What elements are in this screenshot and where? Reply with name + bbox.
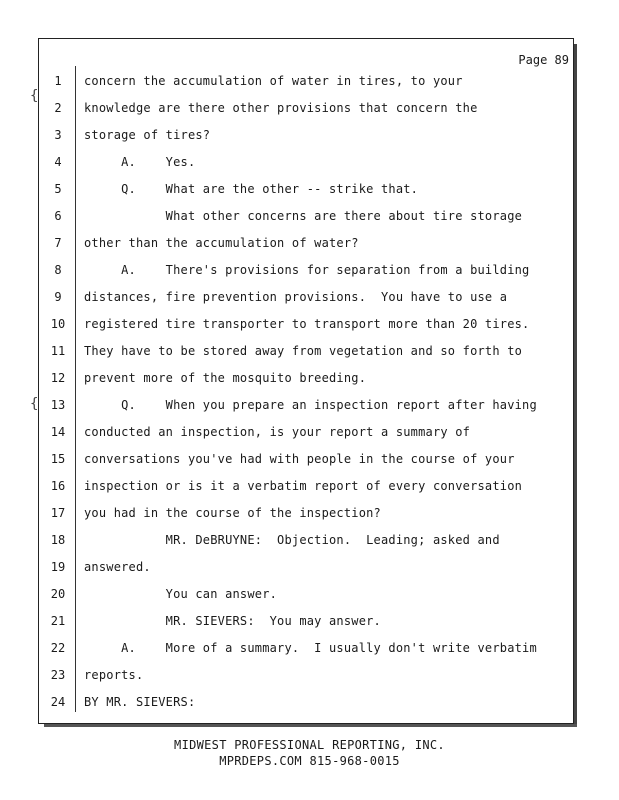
line-number: 12: [50, 371, 66, 385]
footer-contact: [0, 754, 619, 768]
line-number: 23: [50, 668, 66, 682]
footer-phone: 815-968-0015: [309, 754, 400, 768]
line-number: 10: [50, 317, 66, 331]
line-text: A. Yes.: [84, 155, 196, 169]
transcript-line: [38, 263, 568, 289]
line-number: 9: [54, 290, 62, 304]
line-text: conducted an inspection, is your report a summary of: [84, 425, 471, 439]
transcript-line: [38, 236, 568, 262]
transcript-line: [38, 182, 568, 208]
line-text: reports.: [84, 668, 144, 682]
line-text: prevent more of the mosquito breeding.: [84, 371, 367, 385]
footer-company: MIDWEST PROFESSIONAL REPORTING, INC.: [174, 738, 445, 752]
transcript-line: [38, 614, 568, 640]
line-number: 7: [54, 236, 62, 250]
line-text: knowledge are there other provisions that concern the: [84, 101, 478, 115]
transcript-line: [38, 344, 568, 370]
line-text: inspection or is it a verbatim report of every conversation: [84, 479, 523, 493]
line-number: 18: [50, 533, 66, 547]
transcript-line: [38, 452, 568, 478]
page-frame-shadow-bottom: [44, 724, 577, 727]
line-text: storage of tires?: [84, 128, 211, 142]
line-text: BY MR. SIEVERS:: [84, 695, 196, 709]
line-number: 4: [54, 155, 62, 169]
footer-website: MPRDEPS.COM: [219, 754, 302, 768]
line-text: What other concerns are there about tire storage: [84, 209, 523, 223]
line-number: 14: [50, 425, 66, 439]
line-text: They have to be stored away from vegetation and so forth to: [84, 344, 523, 358]
transcript-line: [38, 641, 568, 667]
line-text: distances, fire prevention provisions. You have to use a: [84, 290, 508, 304]
transcript-line: [38, 587, 568, 613]
line-text: Q. When you prepare an inspection report after having: [84, 398, 537, 412]
line-text: MR. SIEVERS: You may answer.: [84, 614, 381, 628]
line-number: 20: [50, 587, 66, 601]
line-number: 24: [50, 695, 66, 709]
line-text: other than the accumulation of water?: [84, 236, 359, 250]
line-text: Q. What are the other -- strike that.: [84, 182, 419, 196]
transcript-line: [38, 695, 568, 721]
transcript-line: [38, 533, 568, 559]
transcript-line: [38, 479, 568, 505]
line-number: 11: [50, 344, 66, 358]
transcript-line: [38, 506, 568, 532]
line-number: 16: [50, 479, 66, 493]
line-text: A. More of a summary. I usually don't write verbatim: [84, 641, 537, 655]
left-brace-mark: {: [30, 396, 39, 412]
transcript-line: [38, 560, 568, 586]
transcript-line: [38, 425, 568, 451]
transcript-line: [38, 74, 568, 100]
line-text: you had in the course of the inspection?: [84, 506, 381, 520]
page-frame-shadow-right: [574, 44, 577, 726]
transcript-line: [38, 290, 568, 316]
line-text: registered tire transporter to transport more than 20 tires.: [84, 317, 530, 331]
line-number: 6: [54, 209, 62, 223]
transcript-line: [38, 398, 568, 424]
line-text: conversations you've had with people in the course of your: [84, 452, 515, 466]
transcript-line: [38, 128, 568, 154]
line-number: 13: [50, 398, 66, 412]
page-number: Page 89: [518, 53, 569, 67]
transcript-line: [38, 668, 568, 694]
transcript-line: [38, 155, 568, 181]
transcript-line: [38, 101, 568, 127]
transcript-line: [38, 317, 568, 343]
line-number: 22: [50, 641, 66, 655]
line-text: You can answer.: [84, 587, 278, 601]
transcript-line: [38, 371, 568, 397]
line-number: 3: [54, 128, 62, 142]
transcript-line: [38, 209, 568, 235]
line-number: 17: [50, 506, 66, 520]
line-number: 2: [54, 101, 62, 115]
line-text: concern the accumulation of water in tires, to your: [84, 74, 463, 88]
line-text: MR. DeBRUYNE: Objection. Leading; asked and: [84, 533, 500, 547]
line-number: 19: [50, 560, 66, 574]
line-number: 1: [54, 74, 62, 88]
line-number: 21: [50, 614, 66, 628]
line-number: 5: [54, 182, 62, 196]
left-brace-mark: {: [30, 88, 39, 104]
line-text: answered.: [84, 560, 151, 574]
line-text: A. There's provisions for separation from a building: [84, 263, 530, 277]
line-number: 8: [54, 263, 62, 277]
line-number: 15: [50, 452, 66, 466]
